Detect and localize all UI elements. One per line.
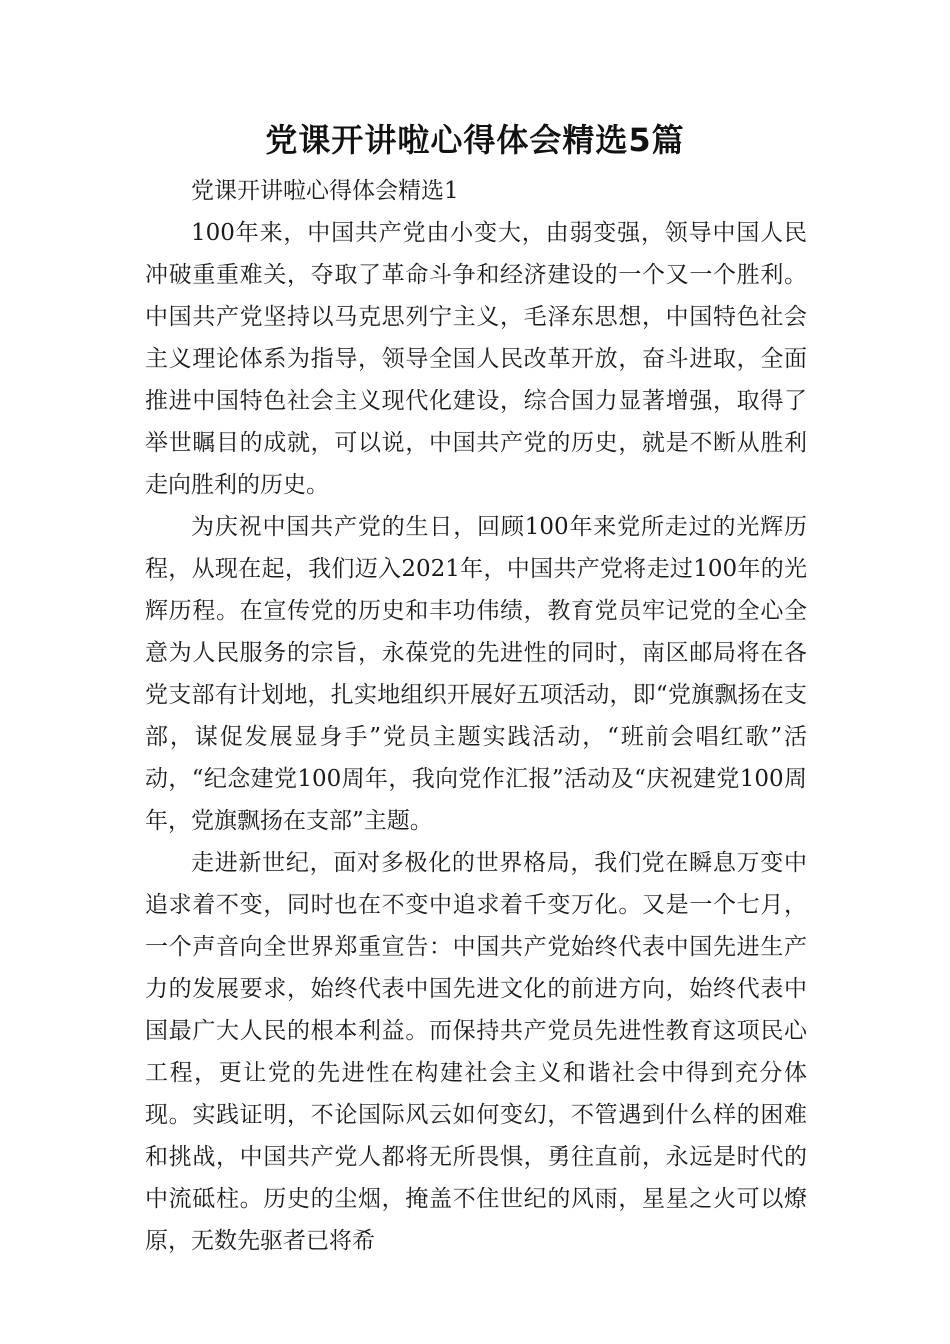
document-body xyxy=(145,170,807,1262)
body-paragraph-1: 100年来，中国共产党由小变大，由弱变强，领导中国人民冲破重重难关，夺取了革命斗争和经济建设的一个又一个胜利。中国共产党坚持以马克思列宁主义，毛泽东思想，中国特色社会主义理论体系为指导，领导全国人民改革开放，奋斗进取，全面推进中国特色社会主义现代化建设，综合国力显著增强，取得了举世瞩目的成就，可以说，中国共产党的历史，就是不断从胜利走向胜利的历史。 xyxy=(145,220,807,498)
body-paragraph-2: 为庆祝中国共产党的生日，回顾100年来党所走过的光辉历程，从现在起，我们迈入2021年，中国共产党将走过100年的光辉历程。在宣传党的历史和丰功伟绩，教育党员牢记党的全心全意为人民服务的宗旨，永葆党的先进性的同时，南区邮局将在各党支部有计划地，扎实地组织开展好五项活动，即“党旗飘扬在支部，谋促发展显身手”党员主题实践活动，“班前会唱红歌”活动，“纪念建党100周年，我向党作汇报”活动及“庆祝建党100周年，党旗飘扬在支部”主题。 xyxy=(145,514,807,834)
section-heading: 党课开讲啦心得体会精选1 xyxy=(191,178,459,204)
document-title: 党课开讲啦心得体会精选5篇 xyxy=(265,121,685,159)
body-paragraph-3: 走进新世纪，面对多极化的世界格局，我们党在瞬息万变中追求着不变，同时也在不变中追求着千变万化。又是一个七月，一个声音向全世界郑重宣告：中国共产党始终代表中国先进生产力的发展要求，始终代表中国先进文化的前进方向，始终代表中国最广大人民的根本利益。而保持共产党员先进性教育这项民心工程，更让党的先进性在构建社会主义和谐社会中得到充分体现。实践证明，不论国际风云如何变幻，不管遇到什么样的困难和挑战，中国共产党人都将无所畏惧，勇往直前，永远是时代的中流砥柱。历史的尘烟，掩盖不住世纪的风雨，星星之火可以燎原，无数先驱者已将希 xyxy=(145,850,807,1254)
